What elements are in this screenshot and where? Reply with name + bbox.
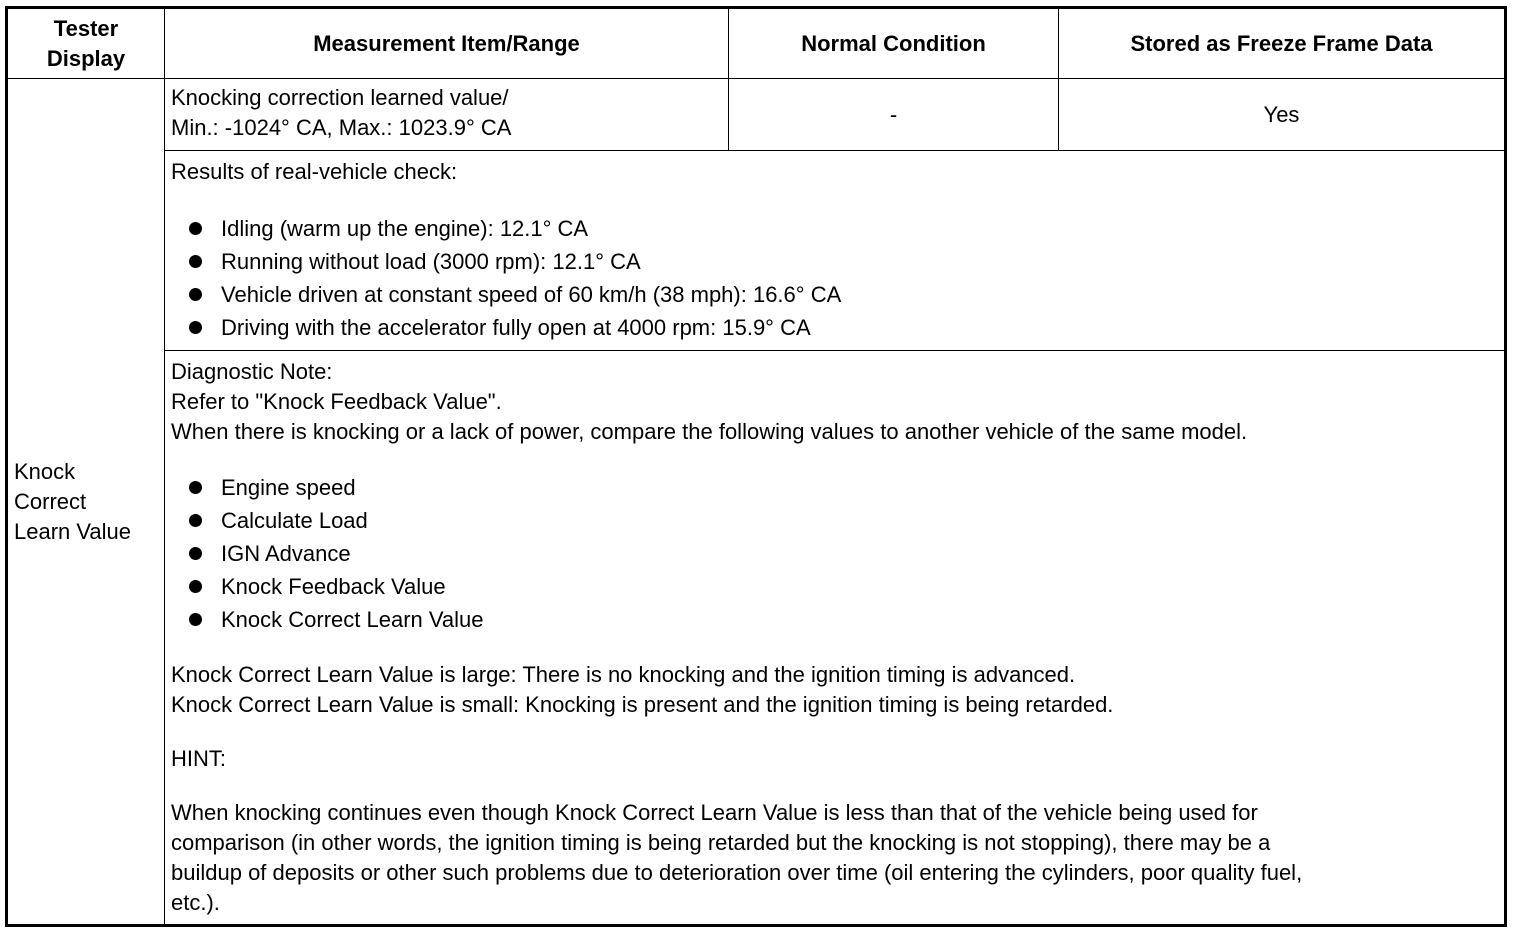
bullet-icon (189, 481, 202, 494)
display-line3: Learn Value (14, 518, 132, 544)
diagnostic-small: Knock Correct Learn Value is small: Knocking is present and the ignition timing is being retarded. (171, 692, 1114, 717)
diagnostic-refer: Refer to "Knock Feedback Value". (171, 389, 502, 414)
display-line1: Knock (14, 458, 76, 484)
diagnostic-cell (165, 351, 1506, 926)
freeze-frame-cell: Yes (1059, 79, 1506, 151)
diagnostic-large: Knock Correct Learn Value is large: There is no knocking and the ignition timing is advanced. (171, 662, 1076, 687)
normal-condition-cell: - (729, 79, 1059, 151)
hint-line1: When knocking continues even though Knock Correct Learn Value is less than that of the vehicle being used for (171, 800, 1258, 825)
list-item (171, 212, 1498, 245)
results-row (7, 151, 1506, 351)
bullet-icon (189, 255, 202, 268)
list-item (171, 603, 1498, 636)
display-line2: Correct (14, 488, 87, 514)
list-item (171, 311, 1498, 344)
list-item-text: Idling (warm up the engine): 12.1° CA (221, 216, 589, 241)
diagnostic-compare: When there is knocking or a lack of power, compare the following values to another vehicle of the same model. (171, 419, 1248, 444)
table-row (7, 79, 1506, 151)
list-item-text: Vehicle driven at constant speed of 60 km/h (38 mph): 16.6° CA (221, 282, 842, 307)
header-row (7, 8, 1506, 79)
list-item-text: Knock Correct Learn Value (221, 607, 484, 632)
list-item (171, 471, 1498, 504)
list-item (171, 570, 1498, 603)
range-line1: Knocking correction learned value/ (171, 85, 509, 110)
list-item (171, 537, 1498, 570)
list-item-text: Engine speed (221, 475, 356, 500)
bullet-icon (189, 288, 202, 301)
tester-display-cell (7, 79, 165, 926)
list-item-text: Knock Feedback Value (221, 574, 446, 599)
header-normal-condition: Normal Condition (729, 8, 1059, 79)
diagnostic-heading: Diagnostic Note: (171, 359, 333, 384)
diagnostic-row (7, 351, 1506, 926)
hint-line2: comparison (in other words, the ignition timing is being retarded but the knocking is not stopping), there may be a (171, 830, 1271, 855)
bullet-icon (189, 514, 202, 527)
header-display-line2: Display (46, 45, 126, 71)
list-item (171, 278, 1498, 311)
hint-label: HINT: (171, 746, 226, 771)
bullet-icon (189, 321, 202, 334)
results-list (171, 212, 1498, 344)
header-display-line1: Tester (53, 15, 119, 41)
bullet-icon (189, 222, 202, 235)
results-heading: Results of real-vehicle check: (171, 159, 458, 184)
list-item-text: IGN Advance (221, 541, 351, 566)
bullet-icon (189, 547, 202, 560)
measurement-range-cell (165, 79, 729, 151)
hint-line3: buildup of deposits or other such problems due to deterioration over time (oil entering the cylinders, poor quality fuel, (171, 860, 1303, 885)
header-freeze-frame: Stored as Freeze Frame Data (1059, 8, 1506, 79)
list-item (171, 504, 1498, 537)
range-line2: Min.: -1024° CA, Max.: 1023.9° CA (171, 115, 512, 140)
list-item (171, 245, 1498, 278)
list-item-text: Running without load (3000 rpm): 12.1° CA (221, 249, 641, 274)
spec-table (5, 6, 1507, 927)
header-tester-display (7, 8, 165, 79)
results-cell (165, 151, 1506, 351)
list-item-text: Calculate Load (221, 508, 368, 533)
list-item-text: Driving with the accelerator fully open at 4000 rpm: 15.9° CA (221, 315, 811, 340)
compare-list (171, 471, 1498, 636)
hint-line4: etc.). (171, 890, 220, 915)
bullet-icon (189, 580, 202, 593)
header-measurement-range: Measurement Item/Range (165, 8, 729, 79)
bullet-icon (189, 613, 202, 626)
